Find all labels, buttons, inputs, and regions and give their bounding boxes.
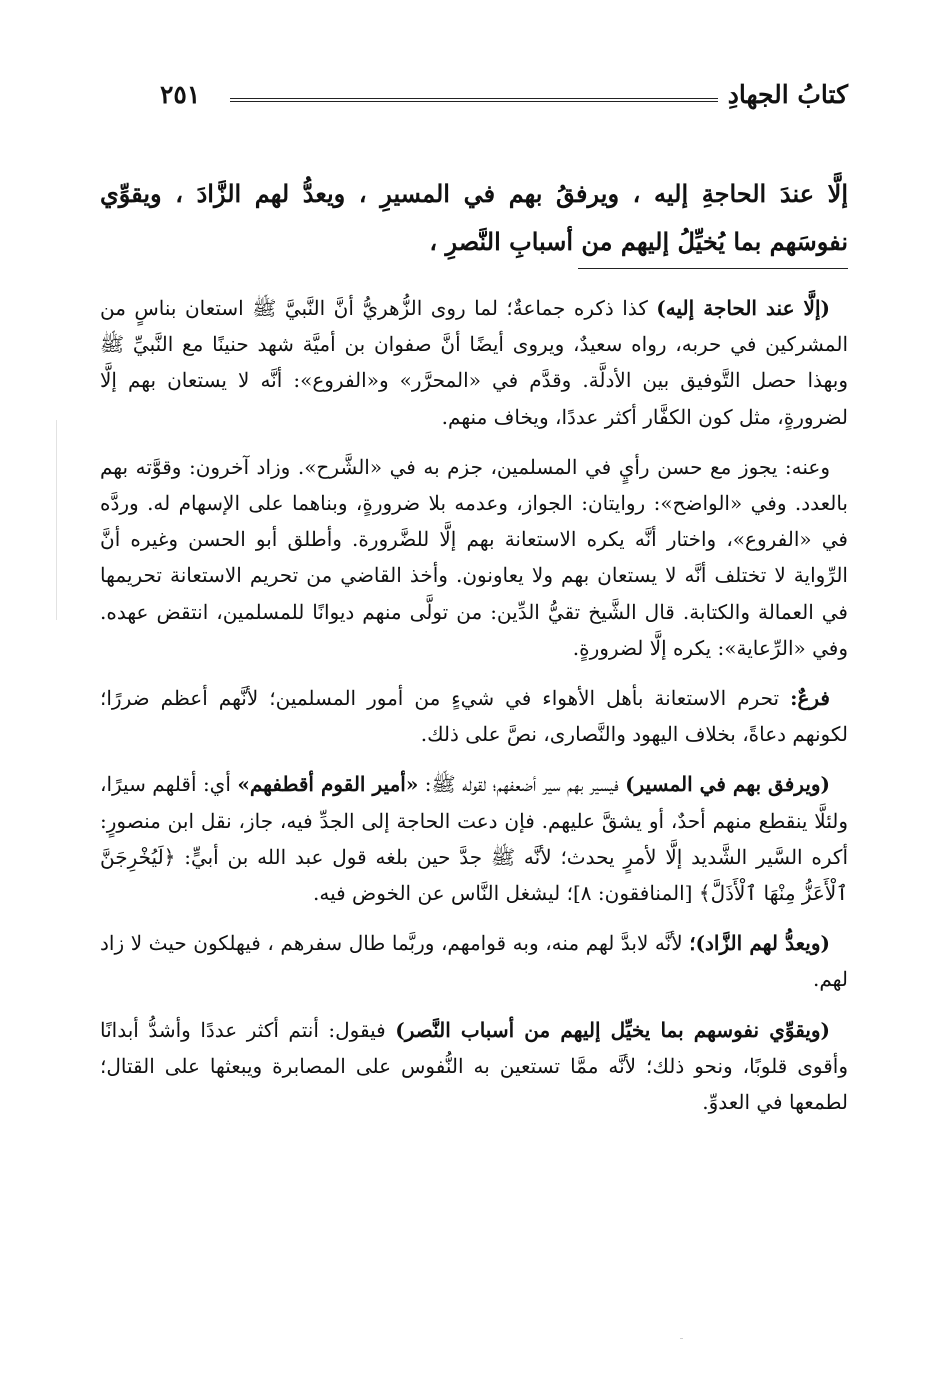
- paragraph-text: أي: أقلهم سيرًا، ولئلَّا ينقطع منهم أحدٌ، أو يشقَّ عليهم. فإن دعت الحاجة إلى الجدِّ فيه، جاز، نقل ابن منصورٍ: أكره السَّير الشَّديد إلَّا لأمرٍ يحدث؛ لأنَّه ﷺ جدَّ حين بلغه قول عبد الله بن أبيٍّ:: [100, 772, 848, 869]
- paragraph-text: فيسير بهم سير أضعفهم؛ لقوله ﷺ:: [418, 772, 626, 797]
- paragraph: [100, 925, 848, 997]
- scan-margin-line: [56, 420, 57, 620]
- header-rule: [230, 98, 718, 102]
- paragraph: [100, 1012, 848, 1121]
- lemma: (إلَّا عند الحاجة إليه): [656, 296, 830, 320]
- scan-speck: [680, 1338, 683, 1339]
- paragraph: [100, 680, 848, 752]
- lemma: (ويعدُّ لهم الزَّاد)؛: [689, 931, 830, 956]
- lemma: فرعٌ:: [790, 686, 830, 711]
- paragraph: [100, 449, 848, 666]
- paragraph-text: وعنه: يجوز مع حسن رأيٍ في المسلمين، جزم به في «الشَّرح». وزاد آخرون: وقوَّته بهم بالعدد. وفي «الواضح»: روايتان: الجواز، وعدمه بلا ضرورةٍ، وبناهما على الإسهام له. وردَّه في «الفروع»، واختار أنَّه يكره الاستعانة بهم إلَّا للضَّرورة. وأطلق أبو الحسن وغيره أنَّ الرِّواية لا تختلف أنَّه لا يستعان بهم ولا يعاونون. وأخذ القاضي من تحريم الاستعانة تحريمها في العمالة والكتابة. قال الشَّيخ تقيُّ الدِّين: من تولَّى منهم ديوانًا للمسلمين، انتقض عهده. وفي «الرِّعاية»: يكره إلَّا لضرورةٍ.: [100, 454, 848, 660]
- hadith-quote: «أمير القوم أقطفهم»: [237, 772, 419, 797]
- paragraph-text: كذا ذكره جماعةٌ؛ لما روى الزُّهريُّ أنَّ النَّبيَّ ﷺ استعان بناسٍ من المشركين في حربه، رواه سعيدٌ، ويروى أيضًا أنَّ صفوان بن أميَّة شهد حنينًا مع النَّبيِّ ﷺ وبهذا حصل التَّوفيق بين الأدلَّة. وقدَّم في «المحرَّر» و«الفروع»: أنَّه لا يستعان بهم إلَّا لضرورةٍ، مثل كون الكفَّار أكثر عددًا، ويخاف منهم.: [100, 296, 848, 429]
- lemma: (ويرفق بهم في المسير): [625, 772, 831, 797]
- paragraph: [100, 290, 848, 435]
- paragraph-text: فيقول: أنتم أكثر عددًا وأشدُّ أبدانًا وأقوى قلوبًا، ونحو ذلك؛ لأنَّه ممَّا تستعين به النُّفوس على المصابرة ويبعثها على القتال؛ لطمعها في العدوِّ.: [100, 1017, 848, 1115]
- paragraph: [100, 766, 848, 911]
- lemma: (ويقوِّي نفوسهم بما يخيِّل إليهم من أسباب النَّصر): [395, 1017, 831, 1042]
- paragraph-text: [المنافقون: ٨]؛ ليشغل النَّاس عن الخوض فيه.: [312, 881, 699, 906]
- page-number: ٢٥١: [160, 80, 201, 109]
- paragraph-text: لأنَّه لابدَّ لهم منه، وبه قوامهم، وربَّما طال سفرهم ، فيهلكون حيث لا زاد لهم.: [100, 931, 848, 992]
- page-header: [140, 78, 848, 118]
- chapter-title: كتابُ الجهادِ: [727, 80, 848, 109]
- quran-verse: ﴿لَيُخْرِجَنَّ ٱلْأَعَزُّ مِنْهَا ٱلْأَذَلَّ﴾: [100, 844, 848, 906]
- paragraph-text: تحرم الاستعانة بأهل الأهواء في شيءٍ من أمور المسلمين؛ لأنَّهم أعظم ضررًا؛ لكونهم دعاةً، بخلاف اليهود والنَّصارى، نصَّ على ذلك.: [100, 686, 848, 747]
- matn-text: إلَّا عندَ الحاجةِ إليه ، ويرفقُ بهم في المسيرِ ، ويعدُّ لهم الزَّادَ ، ويقوِّي نفوسَهم بما يُخيِّلُ إليهم من أسبابِ النَّصرِ ،: [100, 179, 848, 256]
- commentary: [100, 290, 848, 1134]
- matn-underline: [578, 268, 848, 269]
